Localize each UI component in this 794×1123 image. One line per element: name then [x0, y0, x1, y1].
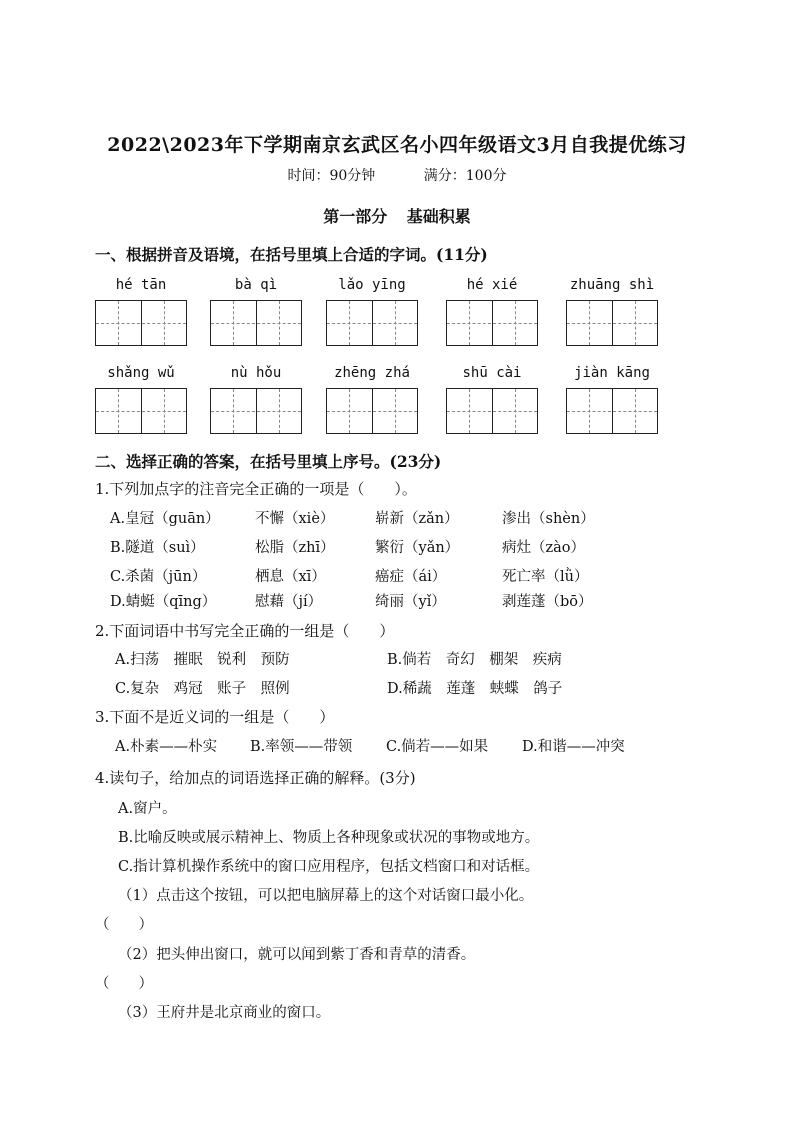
- q2-option-b: B.倘若 奇幻 棚架 疾病: [387, 652, 562, 668]
- pinyin-label: bà qì: [234, 277, 278, 293]
- pinyin-label: shǎng wǔ: [107, 365, 175, 381]
- writing-grid[interactable]: [566, 388, 658, 434]
- page-title: 2022\2023年下学期南京玄武区名小四年级语文3月自我提优练习: [107, 134, 687, 156]
- writing-grid[interactable]: [210, 388, 302, 434]
- exam-info: [0, 165, 794, 185]
- q3-option-d: D.和谐——冲突: [522, 739, 625, 755]
- pinyin-label: zhēng zhá: [334, 365, 410, 381]
- writing-grid[interactable]: [446, 388, 538, 434]
- pinyin-label: hé tān: [115, 277, 167, 293]
- q4-answer-blank-1[interactable]: （ ）: [95, 917, 153, 933]
- q1-option-word: 繁衍（yǎn）: [375, 540, 460, 556]
- writing-grid[interactable]: [446, 300, 538, 346]
- q1-option: B.隧道（suì）: [110, 540, 205, 556]
- q1-option-word: 剥莲蓬（bō）: [502, 594, 593, 610]
- q3-option-b: B.率领——带领: [250, 739, 353, 755]
- time-limit: 时间：90分钟: [287, 168, 376, 184]
- q1-option-word: 病灶（zào）: [502, 540, 586, 556]
- pinyin-label: zhuāng shì: [569, 277, 655, 293]
- writing-grid[interactable]: [95, 300, 187, 346]
- part-name: 基础积累: [406, 207, 471, 226]
- writing-grid[interactable]: [566, 300, 658, 346]
- q1-option: C.杀菌（jūn）: [110, 569, 207, 585]
- q1-option-word: 绮丽（yǐ）: [375, 594, 446, 610]
- q1-option: D.蜻蜓（qīng）: [110, 594, 217, 610]
- q1-option-word: 松脂（zhī）: [255, 540, 335, 556]
- writing-grid[interactable]: [326, 300, 418, 346]
- full-score: 满分：100分: [423, 168, 507, 184]
- q3-option-c: C.倘若——如果: [386, 739, 489, 755]
- q4-definition-b: B.比喻反映或展示精神上、物质上各种现象或状况的事物或地方。: [118, 830, 540, 846]
- q1-option-word: 渗出（shèn）: [502, 511, 595, 527]
- q4-sentence-2: （2）把头伸出窗口，就可以闻到紫丁香和青草的清香。: [118, 947, 476, 963]
- pinyin-label: jiàn kāng: [574, 365, 650, 381]
- part-heading: [0, 204, 794, 227]
- question-3-stem: 3.下面不是近义词的一组是（ ）: [95, 708, 335, 726]
- question-1-stem: 1.下列加点字的注音完全正确的一项是（ ）。: [95, 480, 417, 498]
- q2-option-d: D.稀蔬 莲蓬 蛱蝶 鸽子: [387, 681, 563, 697]
- q1-option-word: 栖息（xī）: [255, 569, 326, 585]
- question-4-stem: 4.读句子，给加点的词语选择正确的解释。(3分): [95, 769, 416, 787]
- q1-option-word: 不懈（xiè）: [255, 511, 335, 527]
- writing-grid[interactable]: [326, 388, 418, 434]
- pinyin-label: hé xié: [466, 277, 518, 293]
- writing-grid[interactable]: [95, 388, 187, 434]
- pinyin-label: shū cài: [462, 365, 522, 381]
- writing-grid[interactable]: [210, 300, 302, 346]
- q1-option-word: 癌症（ái）: [375, 569, 447, 585]
- q2-option-a: A.扫荡 摧眠 锐利 预防: [115, 652, 290, 668]
- q4-sentence-1: （1）点击这个按钮，可以把电脑屏幕上的这个对话窗口最小化。: [118, 888, 534, 904]
- pinyin-label: nù hǒu: [230, 365, 282, 381]
- q1-option-word: 慰藉（jí）: [255, 594, 323, 610]
- q4-sentence-3: （3）王府井是北京商业的窗口。: [118, 1005, 331, 1021]
- q1-option: A.皇冠（guān）: [110, 511, 220, 527]
- part-number: 第一部分: [323, 207, 388, 226]
- q2-option-c: C.复杂 鸡冠 账子 照例: [115, 681, 290, 697]
- q1-option-word: 死亡率（lǜ）: [502, 569, 589, 585]
- q4-definition-a: A.窗户。: [118, 801, 177, 817]
- section2-heading: 二、选择正确的答案，在括号里填上序号。(23分): [95, 452, 442, 471]
- section1-heading: 一、根据拼音及语境，在括号里填上合适的字词。(11分): [95, 245, 488, 264]
- q4-answer-blank-2[interactable]: （ ）: [95, 976, 153, 992]
- q3-option-a: A.朴素——朴实: [115, 739, 218, 755]
- question-2-stem: 2.下面词语中书写完全正确的一组是（ ）: [95, 622, 395, 640]
- pinyin-label: lǎo yīng: [338, 277, 406, 293]
- q4-definition-c: C.指计算机操作系统中的窗口应用程序，包括文档窗口和对话框。: [118, 859, 540, 875]
- q1-option-word: 崭新（zǎn）: [375, 511, 459, 527]
